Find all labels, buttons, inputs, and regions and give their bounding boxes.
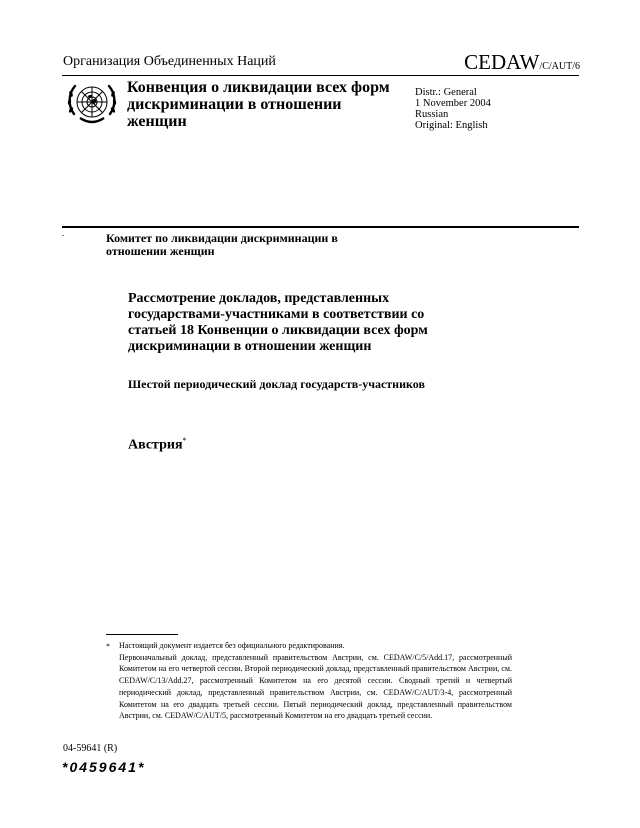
header-rule [62,75,579,76]
document-heading: Рассмотрение докладов, представленных государствами-участниками в соответствии со статьей 18 Конвенции о ликвидации всех форм дискриминации в отношении женщин [128,291,428,354]
original-line: Original: English [415,120,488,131]
distr-line: Distr.: General [415,87,477,98]
convention-title: Конвенция о ликвидации всех форм дискриминации в отношении женщин [127,79,390,130]
committee-name: Комитет по ликвидации дискриминации в отношении женщин [106,231,338,258]
distribution-block [415,87,491,131]
language-line: Russian [415,109,449,120]
document-symbol [464,50,580,75]
country-label: Австрия [128,437,183,453]
footnote-line-1: Настоящий документ издается без официального редактирования. [119,641,345,650]
barcode-text: *0459641* [62,759,146,775]
footnote-rule [106,634,178,635]
country-name [128,436,187,454]
rule-dot: . [62,228,65,238]
country-footnote-marker: * [182,436,187,445]
symbol-sub: /C/AUT/6 [539,61,580,72]
footnote [119,640,512,722]
organization-name: Организация Объединенных Наций [63,54,276,69]
document-number: 04-59641 (R) [63,743,118,754]
footnote-text: Первоначальный доклад, представленный правительством Австрии, см. CEDAW/C/5/Add.17, рассмотренный Комитетом на его четвертой сессии. Второй периодический доклад, представленный правительством Австрии, см. CEDAW/C/13/Add.27, рассмотренный Комитетом на его десятой сессии. Сводный третий и четвертый периодический доклад, представленный правительством Австрии, см. CEDAW/C/AUT/3-4, рассмотренный Комитетом на его двадцать третьей сессии. Пятый периодический доклад, представленный правительством Австрии, см. CEDAW/C/AUT/5, рассмотренный Комитетом на его двадцать третьей сессии. [119,652,512,721]
un-emblem-icon [64,80,120,128]
document-subheading: Шестой периодический доклад государств-участников [128,377,425,391]
header-thick-rule [62,226,579,228]
footnote-marker: * [106,642,110,651]
symbol-main: CEDAW [464,50,540,74]
date-line: 1 November 2004 [415,98,491,109]
